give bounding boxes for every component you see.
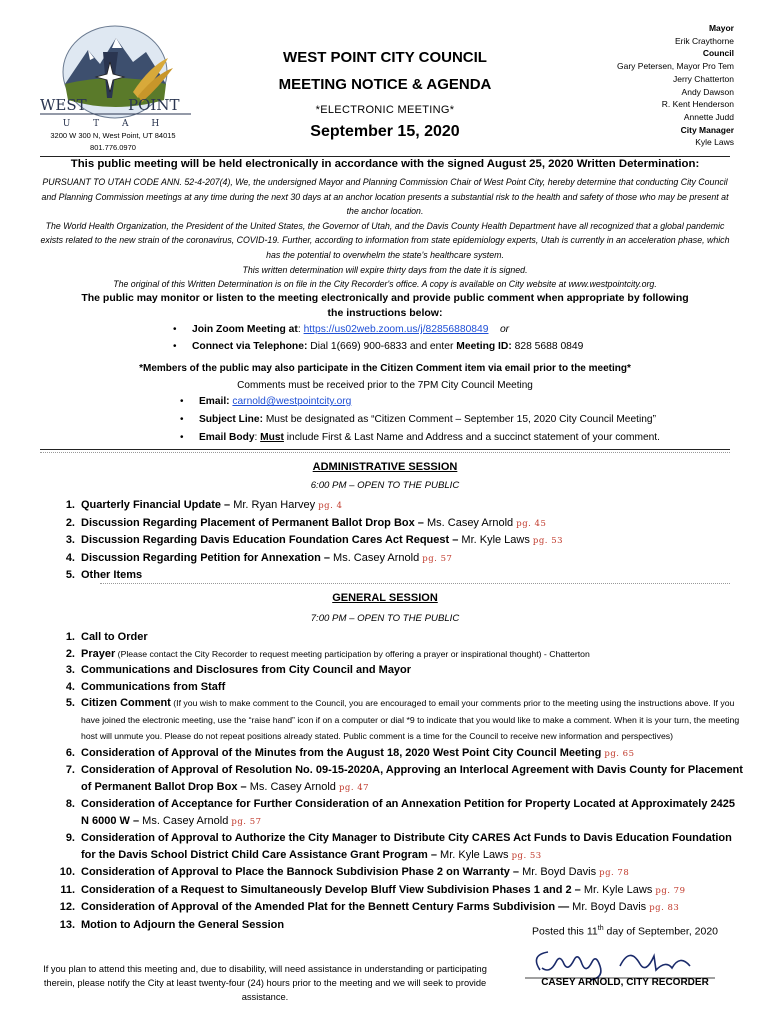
- zoom-link[interactable]: https://us02web.zoom.us/j/82856880849: [303, 324, 489, 335]
- general-session-heading: GENERAL SESSION: [332, 592, 438, 604]
- item-title: Quarterly Financial Update –: [81, 499, 231, 511]
- council-member: Jerry Chatterton: [673, 73, 734, 84]
- logo-word-west: WEST: [40, 96, 87, 114]
- section-divider-dotted: [40, 452, 730, 453]
- item-page: pg. 53: [511, 850, 542, 861]
- email-label: Email:: [199, 396, 230, 407]
- manager-name: Kyle Laws: [695, 137, 734, 148]
- city-address: [38, 130, 188, 154]
- header-divider: [40, 156, 730, 157]
- agenda-item: [55, 745, 745, 763]
- west-point-city-logo: [38, 22, 193, 130]
- posted-post: day of September, 2020: [603, 925, 719, 938]
- mayor-name: Erik Craythorne: [674, 35, 734, 46]
- general-session-time: 7:00 PM – OPEN TO THE PUBLIC: [310, 613, 460, 624]
- subject-text: Must be designated as “Citizen Comment – September 15, 2020 City Council Meeting”: [265, 414, 656, 425]
- item-number: 7.: [65, 764, 75, 776]
- body-label: Email Body: [199, 432, 255, 443]
- monitor-instructions: The public may monitor or listen to the meeting electronically and provide public comment when appropriate by following the instructions below:: [81, 292, 689, 319]
- logo-word-point: POINT: [128, 96, 180, 114]
- phone-text: Dial 1(669) 900-6833 and enter: [310, 341, 454, 352]
- agenda-item: [55, 882, 745, 900]
- agenda-item: [55, 567, 735, 584]
- phone-line: 801.776.0970: [90, 143, 136, 152]
- determination-text: [40, 175, 730, 292]
- recorder-name: CASEY ARNOLD, CITY RECORDER: [541, 977, 709, 988]
- item-page: pg. 45: [516, 518, 547, 529]
- item-title: Consideration of Approval of the Minutes from the August 18, 2020 West Point City Council Meeting: [81, 746, 602, 759]
- body-item: • Email Body: Must include First & Last Name and Address and a succinct statement of your comment.: [175, 429, 735, 447]
- item-number: 4.: [65, 551, 75, 564]
- mayor-label: Mayor: [708, 23, 734, 33]
- item-presenter: Ms. Casey Arnold: [246, 780, 339, 793]
- phone-label: Connect via Telephone:: [192, 341, 308, 352]
- or-text: or: [499, 324, 510, 335]
- address-line: 3200 W 300 N, West Point, UT 84015: [50, 131, 176, 140]
- item-title: Consideration of Acceptance for Further Consideration of an Annexation Petition for Property Located at Approximately 2425 N 6000 W –: [81, 798, 735, 827]
- zoom-instructions: [168, 321, 688, 355]
- item-number: 3.: [65, 534, 75, 546]
- council-label: Council: [702, 48, 734, 59]
- item-title: Discussion Regarding Davis Education Foundation Cares Act Request –: [81, 534, 459, 546]
- admin-agenda-list: [55, 497, 735, 584]
- body-text: include First & Last Name and Address and a succinct statement of your comment.: [286, 432, 660, 443]
- members-line2: Comments must be received prior to the 7PM City Council Meeting: [237, 380, 533, 391]
- item-number: 11.: [60, 883, 75, 896]
- item-title: Communications and Disclosures from City Council and Mayor: [81, 664, 412, 676]
- council-member: Annette Judd: [683, 111, 734, 122]
- determination-paragraph: PURSUANT TO UTAH CODE ANN. 52-4-207(4), We, the undersigned Mayor and Planning Commission Chair of West Point City, hereby determine that conducting City Council and Planning Commission meetings at any time during the next 30 days at an anchor location presents a substantial risk to the health and safety of those who may be present at the anchor location.: [41, 177, 729, 217]
- item-number: 5.: [65, 569, 75, 581]
- agenda-item: [55, 532, 735, 550]
- title-line1: WEST POINT CITY COUNCIL: [283, 49, 487, 66]
- item-number: 9.: [65, 832, 75, 844]
- meeting-id: 828 5688 0849: [514, 341, 584, 352]
- agenda-item: [55, 662, 745, 679]
- item-presenter: Mr. Kyle Laws: [580, 883, 656, 896]
- item-title: Consideration of Approval to Place the Bannock Subdivision Phase 2 on Warranty –: [81, 866, 520, 878]
- item-number: 13.: [59, 918, 75, 931]
- session-divider: [100, 583, 730, 584]
- agenda-item: [55, 864, 745, 882]
- item-presenter: Ms. Casey Arnold: [139, 814, 232, 827]
- item-presenter: Mr. Ryan Harvey: [230, 499, 319, 511]
- agenda-item: [55, 646, 745, 663]
- item-presenter: Mr. Kyle Laws: [458, 534, 533, 546]
- item-title: Prayer: [81, 647, 116, 660]
- item-number: 2.: [65, 647, 75, 660]
- item-title: Motion to Adjourn the General Session: [81, 918, 285, 931]
- determination-heading: This public meeting will be held electronically in accordance with the signed August 25, 2020 Written Determination:: [70, 158, 700, 170]
- admin-session-time: 6:00 PM – OPEN TO THE PUBLIC: [310, 480, 460, 491]
- item-presenter: Mr. Kyle Laws: [436, 848, 512, 861]
- item-number: 8.: [65, 798, 75, 810]
- citizen-comment-info: [60, 360, 710, 394]
- council-member: Andy Dawson: [681, 86, 734, 97]
- logo-word-utah: U T A H: [62, 119, 170, 129]
- subject-item: [175, 411, 735, 429]
- agenda-item: [55, 899, 745, 917]
- subject-label: Subject Line:: [199, 414, 263, 425]
- item-title: Consideration of a Request to Simultaneously Develop Bluff View Subdivision Phases 1 and 2 –: [81, 883, 581, 896]
- item-note: (Please contact the City Recorder to request meeting participation by offering a prayer or inspirational thought) - Chatterton: [115, 648, 590, 659]
- admin-session-heading: ADMINISTRATIVE SESSION: [312, 461, 458, 473]
- item-title: Discussion Regarding Petition for Annexation –: [81, 551, 330, 564]
- title-electronic: *ELECTRONIC MEETING*: [315, 104, 455, 116]
- item-title: Consideration of Approval of the Amended Plat for the Bennett Century Farms Subdivision —: [81, 901, 570, 913]
- item-number: 12.: [59, 901, 75, 913]
- item-presenter: Ms. Casey Arnold: [423, 516, 517, 529]
- item-number: 1.: [65, 631, 75, 643]
- posted-date: [510, 925, 740, 938]
- meeting-id-label: Meeting ID:: [456, 341, 512, 352]
- item-title: Communications from Staff: [81, 680, 226, 693]
- posted-pre: Posted this 11: [531, 925, 598, 938]
- item-number: 3.: [65, 664, 75, 676]
- item-number: 10.: [59, 866, 75, 878]
- item-number: 4.: [65, 680, 75, 693]
- item-title: Other Items: [81, 569, 143, 581]
- agenda-item: [55, 550, 735, 568]
- item-title: Consideration of Approval to Authorize the City Manager to Distribute City CARES Act Funds to Davis Education Foundation for the Davis School District Child Care Assistance Grant Program –: [81, 832, 732, 861]
- item-note: (If you wish to make comment to the Council, you are encouraged to email your comments prior to the meeting using the instructions above. If you have joined the electronic meeting, use the “raise hand” icon if on a computer or dial *9 to indicate that you would like to make a comment. When it is your turn, the meeting host will unmute you. Please do not repeat positions already stated. Public comment is a time for the Council to receive new information and perspectives): [81, 698, 740, 741]
- item-presenter: Mr. Boyd Davis: [569, 901, 650, 913]
- item-number: 1.: [65, 499, 75, 511]
- agenda-item: [55, 796, 745, 830]
- agenda-item: [55, 695, 745, 745]
- item-number: 2.: [65, 516, 75, 529]
- item-page: pg. 57: [422, 553, 453, 564]
- body-must: Must: [260, 432, 284, 443]
- item-presenter: Mr. Boyd Davis: [519, 866, 600, 878]
- posted-sup: th: [597, 925, 604, 932]
- agenda-item: [55, 497, 735, 515]
- item-number: 5.: [65, 697, 75, 709]
- item-title: Consideration of Approval of Resolution No. 09-15-2020A, Approving an Interlocal Agreement with Davis County for Placement of Permanent Ballot Drop Box –: [81, 764, 743, 793]
- agenda-item: [55, 629, 745, 646]
- council-member: Gary Petersen, Mayor Pro Tem: [617, 61, 734, 72]
- email-instructions: [175, 393, 735, 447]
- item-page: pg. 65: [604, 748, 635, 759]
- zoom-join-item: • Join Zoom Meeting at: https://us02web.zoom.us/j/82856880849 or: [168, 321, 688, 338]
- members-line1: *Members of the public may also participate in the Citizen Comment item via email prior to the meeting*: [139, 363, 631, 374]
- item-title: Citizen Comment: [81, 697, 171, 709]
- determination-paragraph: This written determination will expire thirty days from the date it is signed.: [242, 264, 528, 275]
- item-page: pg. 53: [532, 536, 564, 546]
- agenda-item: [55, 515, 735, 533]
- item-number: 6.: [65, 746, 75, 759]
- item-title: Discussion Regarding Placement of Permanent Ballot Drop Box –: [81, 516, 424, 529]
- agenda-item: [55, 762, 745, 796]
- section-divider: [40, 449, 730, 450]
- council-member: R. Kent Henderson: [661, 99, 734, 110]
- general-agenda-list: [55, 629, 745, 933]
- meeting-date: September 15, 2020: [310, 123, 460, 140]
- ada-notice: If you plan to attend this meeting and, due to disability, will need assistance in understanding or participating therein, please notify the City at least twenty-four (24) hours prior to the meeting and we will seek to provide assistance.: [43, 964, 487, 1002]
- item-page: pg. 79: [655, 885, 686, 896]
- zoom-phone-item: [168, 338, 688, 355]
- manager-label: City Manager: [680, 124, 734, 135]
- determination-paragraph: The original of this Written Determination is on file in the City Recorder's office. A copy is available on City website at www.westpointcity.org.: [113, 279, 657, 290]
- council-roster: [534, 22, 734, 149]
- email-item: [175, 393, 735, 411]
- email-link[interactable]: carnold@westpointcity.org: [232, 396, 352, 407]
- title-line2: MEETING NOTICE & AGENDA: [278, 76, 492, 93]
- item-presenter: Ms. Casey Arnold: [329, 551, 423, 564]
- agenda-item: [55, 830, 745, 864]
- zoom-join-label: Join Zoom Meeting at: [192, 324, 298, 335]
- item-page: pg. 4: [318, 501, 343, 511]
- item-page: pg. 78: [599, 868, 630, 878]
- determination-paragraph: The World Health Organization, the President of the United States, the Governor of Utah, and the Davis County Health Department have all recognized that a global pandemic exists related to the new strain of the coronavirus, COVID-19. Further, according to information from state epidemiology experts, Utah is currently in an acceleration phase, which has the potential to overwhelm the state's healthcare system.: [40, 220, 730, 260]
- item-title: Call to Order: [81, 631, 148, 643]
- item-page: pg. 47: [338, 782, 370, 793]
- item-page: pg. 57: [231, 816, 262, 827]
- agenda-item: [55, 679, 745, 696]
- agenda-title: [250, 44, 520, 144]
- item-page: pg. 83: [649, 903, 680, 913]
